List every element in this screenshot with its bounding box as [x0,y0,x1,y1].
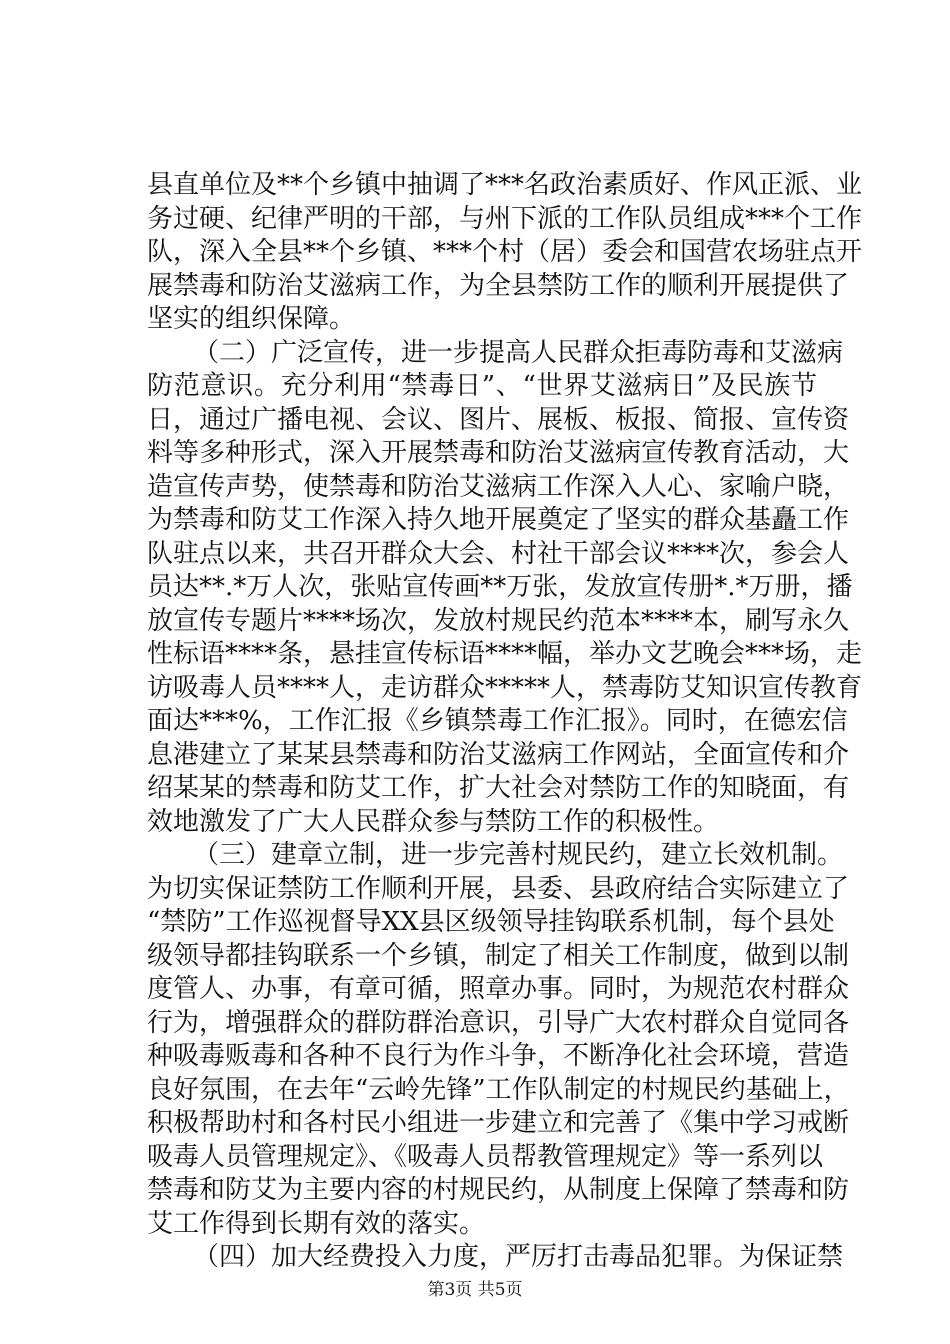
body-text-line: 面达***%，工作汇报《乡镇禁毒工作汇报》。同时，在德宏信 [147,706,848,736]
body-text-line: 队，深入全县**个乡镇、***个村（居）委会和国营农场驻点开 [147,237,863,267]
body-text-line: 禁毒和防艾为主要内容的村规民约，从制度上保障了禁毒和防 [147,1175,850,1205]
body-text-line: 息港建立了某某县禁毒和防治艾滋病工作网站，全面宣传和介 [147,739,850,770]
page-footer: 第3页 共5页 [427,1280,523,1300]
section-heading-line: （三）建章立制，进一步完善村规民约，建立长效机制。 [193,840,844,870]
body-text-line: 造宣传声势，使禁毒和防治艾滋病工作深入人心、家喻户晓， [147,471,850,502]
body-text-line: 种吸毒贩毒和各种不良行为作斗争，不断净化社会环境，营造 [147,1041,850,1071]
body-text-line: 坚实的组织保障。 [147,304,356,334]
section-heading-line: （四）加大经费投入力度，严厉打击毒品犯罪。为保证禁 [193,1242,844,1272]
body-text-line: 性标语****条，悬挂宣传标语****幅，举办文艺晚会***场，走 [147,639,863,669]
body-text-line: 良好氛围，在去年“云岭先锋”工作队制定的村规民约基础上， [147,1074,850,1105]
body-text-line: 县直单位及**个乡镇中抽调了***名政治素质好、作风正派、业 [147,170,863,200]
body-text-line: 员达**.*万人次，张贴宣传画**万张，发放宣传册*.*万册，播 [147,572,853,602]
body-text-line: 积极帮助村和各村民小组进一步建立和完善了《集中学习戒断 [147,1108,850,1138]
body-text-line: 展禁毒和防治艾滋病工作，为全县禁防工作的顺利开展提供了 [147,270,850,301]
body-text-line: 料等多种形式，深入开展禁毒和防治艾滋病宣传教育活动，大 [147,438,850,468]
body-text-line: 队驻点以来，共召开群众大会、村社干部会议****次，参会人 [147,538,850,569]
body-text-line: 度管人、办事，有章可循，照章办事。同时，为规范农村群众 [147,974,850,1004]
body-text-line: 效地激发了广大人民群众参与禁防工作的积极性。 [147,806,720,837]
body-text-line: “禁防”工作巡视督导XX县区级领导挂钩联系机制，每个县处 [147,907,835,937]
body-text-line: 艾工作得到长期有效的落实。 [147,1208,486,1239]
section-heading-line: （二）广泛宣传，进一步提高人民群众拒毒防毒和艾滋病 [193,337,844,368]
body-text-line: 绍某某的禁毒和防艾工作，扩大社会对禁防工作的知晓面，有 [147,773,850,803]
body-text-line: 行为，增强群众的群防群治意识，引导广大农村群众自觉同各 [147,1007,850,1038]
body-text-line: 为禁毒和防艾工作深入持久地开展奠定了坚实的群众基矗工作 [147,505,850,535]
body-text-line: 为切实保证禁防工作顺利开展，县委、县政府结合实际建立了 [147,873,850,904]
body-text-line: 放宣传专题片****场次，发放村规民约范本****本，刷写永久 [147,605,850,636]
body-text-line: 吸毒人员管理规定》、《吸毒人员帮教管理规定》等一系列以 [147,1141,824,1172]
body-text-line: 日，通过广播电视、会议、图片、展板、板报、简报、宣传资 [147,404,850,435]
body-text-line: 级领导都挂钩联系一个乡镇，制定了相关工作制度，做到以制 [147,940,850,971]
body-text-line: 访吸毒人员****人，走访群众*****人，禁毒防艾知识宣传教育 [147,672,863,703]
body-text-line: 防范意识。充分利用“禁毒日”、“世界艾滋病日”及民族节 [147,371,817,401]
body-text-line: 务过硬、纪律严明的干部，与州下派的工作队员组成***个工作 [147,203,863,234]
